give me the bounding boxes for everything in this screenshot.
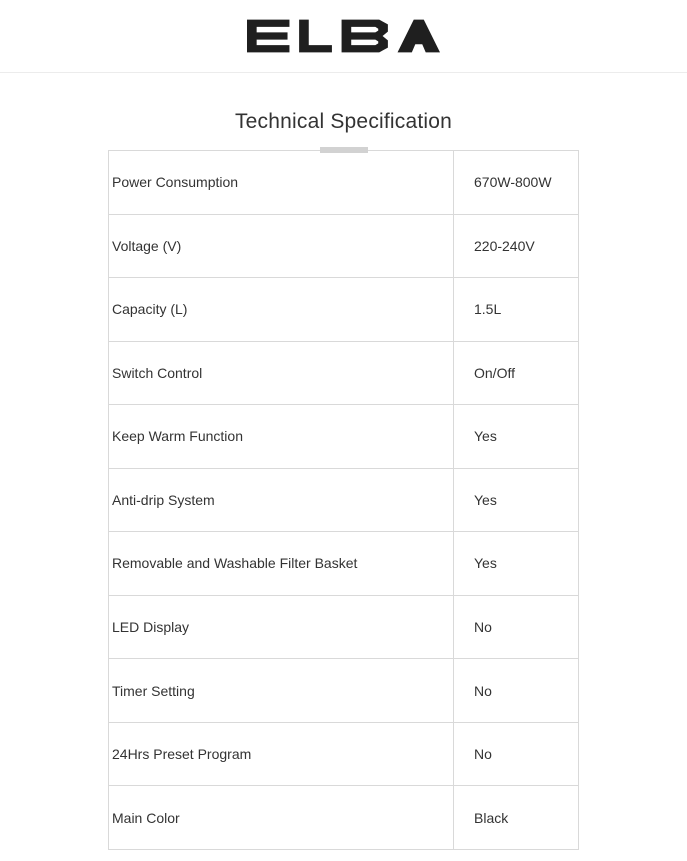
table-row	[109, 468, 579, 532]
table-row	[109, 405, 579, 469]
spec-value: On/Off	[454, 341, 579, 405]
spec-label: Main Color	[109, 786, 454, 850]
spec-value: Yes	[454, 405, 579, 469]
site-header	[0, 0, 687, 73]
spec-label: LED Display	[109, 595, 454, 659]
table-row	[109, 786, 579, 850]
spec-label: 24Hrs Preset Program	[109, 722, 454, 786]
elba-logo-icon	[247, 19, 440, 53]
main-content	[0, 73, 687, 850]
spec-value: Yes	[454, 532, 579, 596]
spec-value: Yes	[454, 468, 579, 532]
spec-label: Timer Setting	[109, 659, 454, 723]
table-row	[109, 278, 579, 342]
spec-value: 670W-800W	[454, 151, 579, 215]
table-row	[109, 341, 579, 405]
spec-label: Switch Control	[109, 341, 454, 405]
spec-value: No	[454, 722, 579, 786]
spec-label: Removable and Washable Filter Basket	[109, 532, 454, 596]
page-title: Technical Specification	[234, 110, 453, 133]
spec-label: Capacity (L)	[109, 278, 454, 342]
table-row	[109, 151, 579, 215]
spec-label: Power Consumption	[109, 151, 454, 215]
spec-label: Keep Warm Function	[109, 405, 454, 469]
title-underline-tab	[320, 147, 368, 153]
table-row	[109, 722, 579, 786]
spec-value: 220-240V	[454, 214, 579, 278]
spec-value: No	[454, 595, 579, 659]
table-row	[109, 214, 579, 278]
spec-value: Black	[454, 786, 579, 850]
spec-value: No	[454, 659, 579, 723]
spec-table	[108, 150, 579, 850]
spec-table-body	[109, 151, 579, 850]
table-row	[109, 659, 579, 723]
table-row	[109, 532, 579, 596]
spec-value: 1.5L	[454, 278, 579, 342]
spec-label: Voltage (V)	[109, 214, 454, 278]
spec-label: Anti-drip System	[109, 468, 454, 532]
table-row	[109, 595, 579, 659]
